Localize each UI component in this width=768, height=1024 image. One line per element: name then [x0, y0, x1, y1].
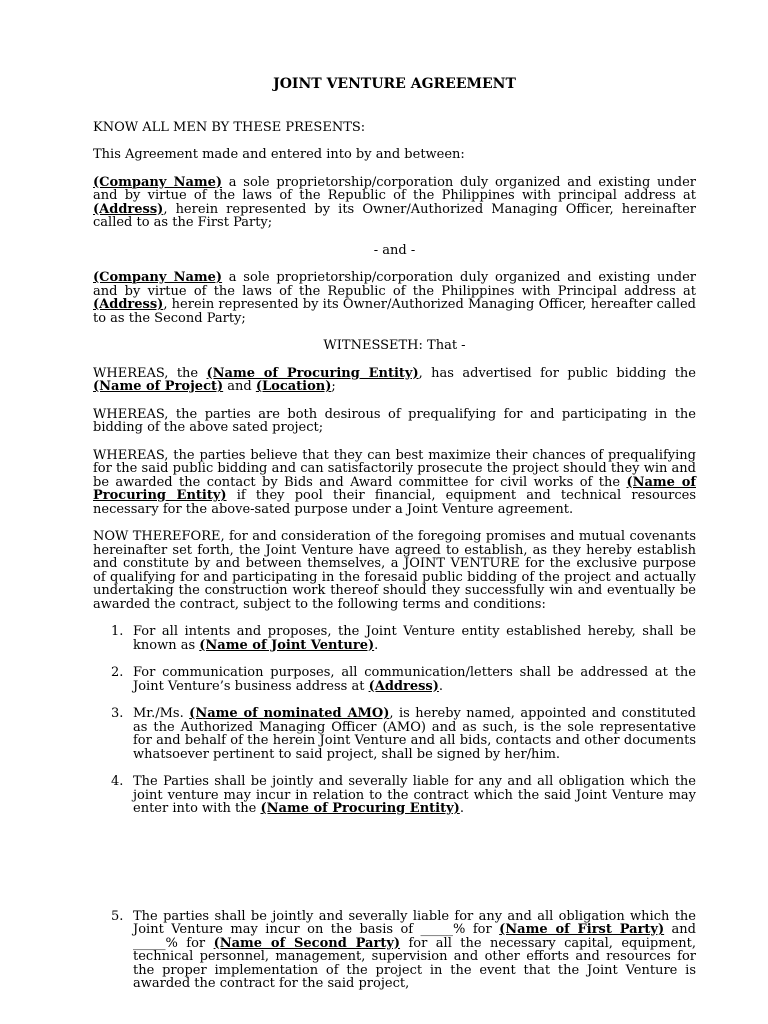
second-party-address: (Address): [93, 297, 164, 312]
procuring-entity-placeholder: (Name of Procuring Entity): [206, 365, 419, 381]
first-party-text-b: , herein represented by its Owner/Authorized Managing Officer, hereinafter called to as the First Party;: [93, 201, 696, 230]
second-party-text-b: , herein represented by its Owner/Authorized Managing Officer, hereafter called to as the Second Party;: [93, 297, 696, 326]
item4-text-a: The Parties shall be jointly and severally liable for any and all obligation which the joint venture may incur in relation to the contract which the said Joint Venture may enter into with the: [133, 774, 696, 816]
project-name-placeholder: (Name of Project): [93, 379, 224, 394]
first-party-name-placeholder: (Name of First Party): [499, 922, 665, 937]
list-item-number: 4.: [111, 774, 124, 789]
item2-text-a: For communication purposes, all communication/letters shall be addressed at the Joint Venture’s business address at: [133, 665, 696, 694]
whereas-paragraph-2: WHEREAS, the parties are both desirous of prequalifying for and participating in the bidding of the above sated project;: [93, 406, 696, 435]
and-separator: - and -: [373, 242, 416, 258]
page-gap: [93, 830, 696, 910]
item5-text-a: The parties shall be jointly and severally liable for any and all obligation which the Joint Venture may incur on the basis of _____% for: [133, 908, 696, 937]
whereas-paragraph-1: [93, 367, 696, 394]
document-title: JOINT VENTURE AGREEMENT: [273, 76, 516, 92]
list-item: [93, 910, 696, 991]
item1-text-a: For all intents and proposes, the Joint Venture entity established hereby, shall be known as: [133, 624, 696, 653]
second-party-paragraph: [93, 271, 696, 325]
whereas3-text-b: if they pool their financial, equipment and technical resources necessary for the above-sated purpose under a Joint Venture agreement.: [93, 488, 697, 517]
witnesseth-heading: WITNESSETH: That -: [323, 338, 466, 353]
procuring-entity-placeholder: (Name of Procuring Entity): [260, 801, 460, 816]
whereas1-text-c: and: [223, 379, 256, 394]
location-placeholder: (Location): [255, 379, 332, 394]
business-address-placeholder: (Address): [368, 678, 439, 694]
now-therefore-paragraph: NOW THEREFORE, for and consideration of the foregoing promises and mutual covenants hereinafter set forth, the Joint Venture have agreed to establish, as they hereby establish and constitute by and between themselves, a JOINT VENTURE for the exclusive purpose of qualifying for and participating in the foresaid public bidding of the project and actually undertaking the construction work thereof should they successfully win and eventually be awarded the contract, subject to the following terms and conditions:: [93, 529, 696, 612]
first-party-address: (Address): [93, 201, 164, 217]
terms-list: [93, 625, 696, 816]
list-item: [93, 666, 696, 693]
list-item: [93, 625, 696, 652]
item5-text-b: and _____% for: [133, 922, 697, 951]
list-item: [93, 775, 696, 816]
whereas3-text-a: WHEREAS, the parties believe that they can best maximize their chances of prequalifying for the said public bidding and can satisfactorily prosecute the project should they win and be awarded the contact by Bids and Award committee for civil works of the: [93, 447, 696, 490]
list-item: [93, 707, 696, 761]
list-item-number: 5.: [111, 908, 124, 924]
list-item-number: 2.: [111, 665, 124, 680]
procuring-entity-placeholder: (Name of Procuring Entity): [93, 474, 696, 503]
first-party-paragraph: [93, 176, 696, 230]
list-item-number: 1.: [111, 624, 124, 639]
item5-text-c: for all the necessary capital, equipment, technical personnel, management, supervision and other efforts and resources for the proper implementation of the project in the event that the Joint Venture is awarded the contract for the said project,: [133, 935, 696, 991]
whereas1-text-b: , has advertised for public bidding the: [418, 365, 696, 381]
item3-text-b: , is hereby named, appointed and constituted as the Authorized Managing Officer (AMO) and as such, is the sole representative for and behalf of the herein Joint Venture and all bids, contacts and other documents whatsoever pertinent to said project, shall be signed by her/him.: [133, 706, 697, 762]
first-party-text-a: a sole proprietorship/corporation duly organized and existing under and by virtue of the laws of the Republic of the Philippines with principal address at: [93, 174, 697, 203]
first-party-company-name: (Company Name): [93, 174, 223, 190]
joint-venture-name-placeholder: (Name of Joint Venture): [199, 637, 375, 653]
whereas1-text-a: WHEREAS, the: [93, 365, 207, 381]
intro-line: KNOW ALL MEN BY THESE PRESENTS:: [93, 119, 366, 135]
amo-name-placeholder: (Name of nominated AMO): [189, 706, 390, 721]
list-item-number: 3.: [111, 706, 124, 721]
item3-text-a: Mr./Ms.: [133, 706, 190, 721]
made-between-line: This Agreement made and entered into by and between:: [93, 147, 465, 162]
item4-text-b: .: [459, 801, 464, 816]
item1-text-b: .: [374, 637, 379, 653]
whereas-paragraph-3: [93, 449, 696, 517]
whereas1-text-d: ;: [331, 379, 336, 394]
item2-text-b: .: [438, 678, 444, 694]
second-party-name-placeholder: (Name of Second Party): [213, 935, 401, 951]
second-party-company-name: (Company Name): [93, 270, 223, 285]
terms-list-continued: [93, 910, 696, 991]
second-party-text-a: a sole proprietorship/corporation duly organized and existing under and by virtue of the laws of the Republic of the Philippines with Principal address at: [93, 270, 697, 299]
